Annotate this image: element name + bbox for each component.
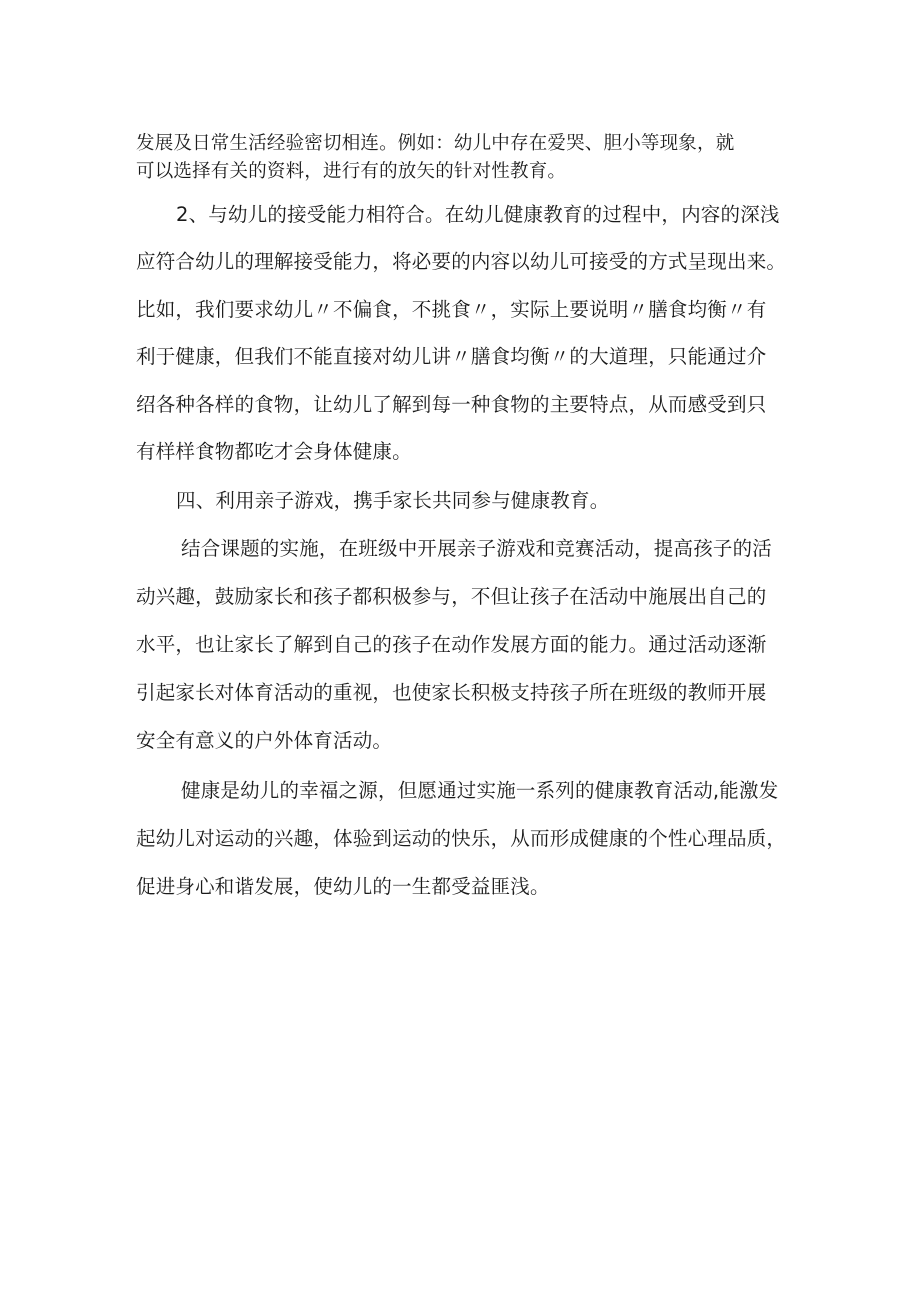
text-line: 2、与幼儿的接受能力相符合。在幼儿健康教育的过程中，内容的深浅 bbox=[176, 203, 780, 226]
text-line: 促进身心和谐发展，使幼儿的一生都受益匪浅。 bbox=[136, 875, 550, 898]
text-line: 安全有意义的户外体育活动。 bbox=[136, 729, 393, 752]
text-line: 可以选择有关的资料，进行有的放矢的针对性教育。 bbox=[136, 161, 567, 182]
text-line: 应符合幼儿的理解接受能力，将必要的内容以幼儿可接受的方式呈现出来。 bbox=[136, 250, 787, 273]
text-line: 动兴趣，鼓励家长和孩子都积极参与，不但让孩子在活动中施展出自己的 bbox=[136, 585, 767, 608]
text-line: 发展及日常生活经验密切相连。例如：幼儿中存在爱哭、胆小等现象，就 bbox=[136, 133, 735, 154]
section-heading: 四、利用亲子游戏，携手家长共同参与健康教育。 bbox=[176, 489, 610, 512]
text-line: 引起家长对体育活动的重视，也使家长积极支持孩子所在班级的教师开展 bbox=[136, 681, 767, 704]
text-line: 健康是幼儿的幸福之源，但愿通过实施一系列的健康教育活动,能激发 bbox=[181, 779, 779, 802]
text-line: 起幼儿对运动的兴趣，体验到运动的快乐，从而形成健康的个性心理品质， bbox=[136, 827, 787, 850]
text-line: 绍各种各样的食物，让幼儿了解到每一种食物的主要特点，从而感受到只 bbox=[136, 393, 767, 416]
text-line: 结合课题的实施，在班级中开展亲子游戏和竞赛活动，提高孩子的活 bbox=[181, 537, 773, 560]
text-line: 利于健康，但我们不能直接对幼儿讲〃膳食均衡〃的大道理，只能通过介 bbox=[136, 345, 767, 368]
text-line: 比如，我们要求幼儿〃不偏食，不挑食〃，实际上要说明〃膳食均衡〃有 bbox=[136, 298, 767, 321]
text-line: 有样样食物都吃才会身体健康。 bbox=[136, 440, 412, 463]
text-line: 水平，也让家长了解到自己的孩子在动作发展方面的能力。通过活动逐渐 bbox=[136, 633, 767, 656]
